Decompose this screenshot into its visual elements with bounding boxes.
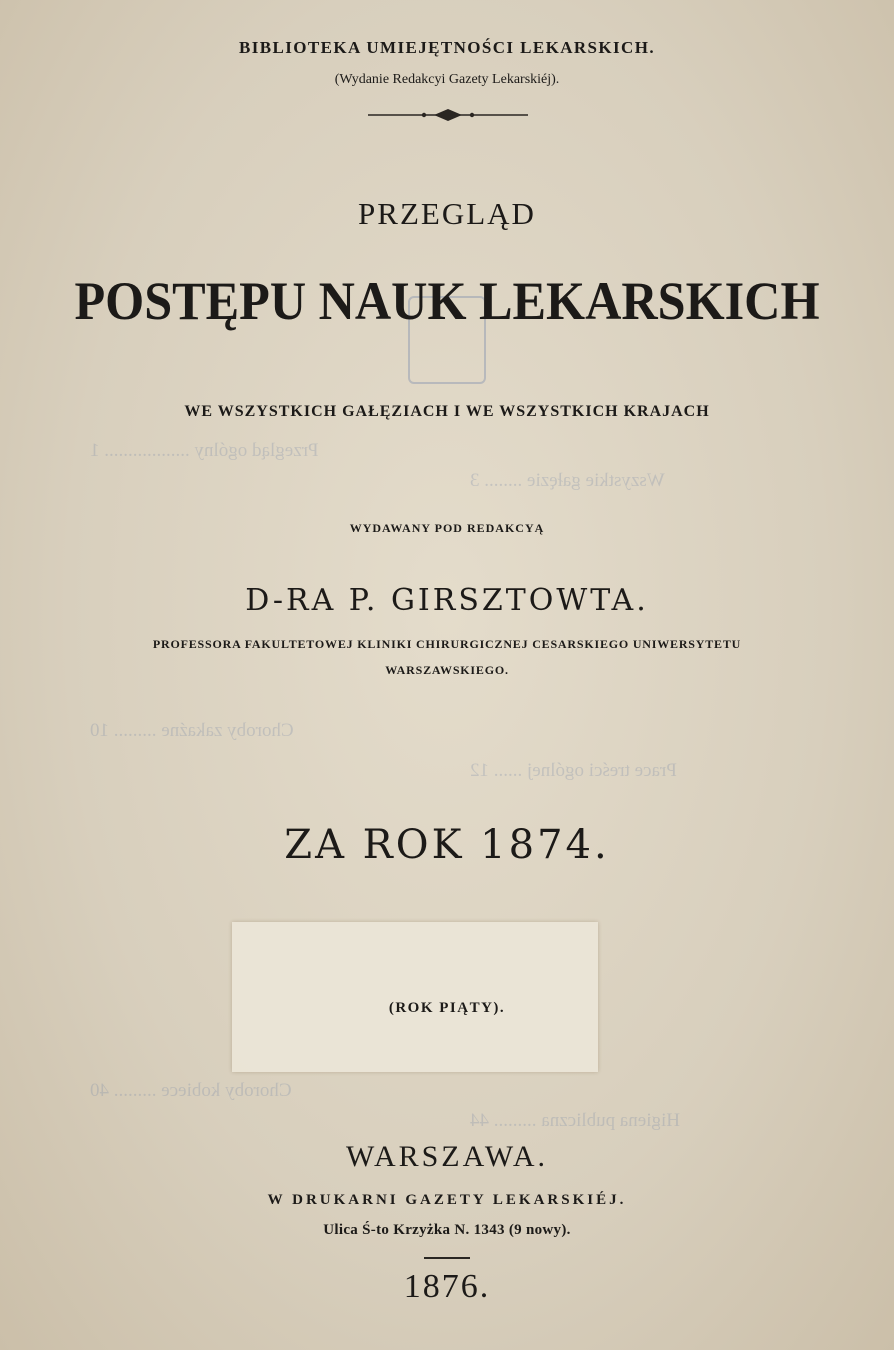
editor-role-line-2: WARSZAWSKIEGO. <box>385 663 509 677</box>
title-line-2: POSTĘPU NAUK LEKARSKICH <box>74 271 820 331</box>
show-through-text: Prace treści ogólnej ...... 12 <box>470 760 677 781</box>
volume-year: ZA ROK 1874. <box>284 822 610 868</box>
show-through-text: Przegląd ogólny .................. 1 <box>90 440 319 461</box>
title-line-1: PRZEGLĄD <box>358 196 536 231</box>
editor-role-line-1: PROFESSORA FAKULTETOWEJ KLINIKI CHIRURGICZNEJ CESARSKIEGO UNIWERSYTETU <box>152 637 742 651</box>
ornament-rule-icon <box>368 108 528 122</box>
volume-number: (ROK PIĄTY). <box>388 1000 506 1016</box>
imprint-divider <box>424 1257 470 1259</box>
editor-intro: WYDAWANY POD REDAKCYĄ <box>349 521 545 535</box>
editor-name: D-RA P. GIRSZTOWTA. <box>245 583 649 618</box>
imprint-address: Ulica Ś-to Krzyżka N. 1343 (9 nowy). <box>323 1222 571 1238</box>
show-through-text: Higiena publiczna ......... 44 <box>470 1110 681 1131</box>
imprint-city: WARSZAWA. <box>345 1140 549 1173</box>
imprint-printer: W DRUKARNI GAZETY LEKARSKIÉJ. <box>267 1192 627 1208</box>
series-title: BIBLIOTEKA UMIEJĘTNOŚCI LEKARSKICH. <box>238 38 655 57</box>
paper-label-patch <box>232 922 598 1072</box>
imprint-year: 1876. <box>403 1268 491 1305</box>
show-through-text: Choroby zakaźne ......... 10 <box>90 720 294 741</box>
series-note: (Wydanie Redakcyi Gazety Lekarskiéj). <box>334 72 560 87</box>
show-through-text: Wszystkie gałęzie ........ 3 <box>470 470 665 491</box>
show-through-text: Choroby kobiece ......... 40 <box>90 1080 292 1101</box>
subtitle: WE WSZYSTKICH GAŁĘZIACH I WE WSZYSTKICH KRAJACH <box>184 403 710 420</box>
